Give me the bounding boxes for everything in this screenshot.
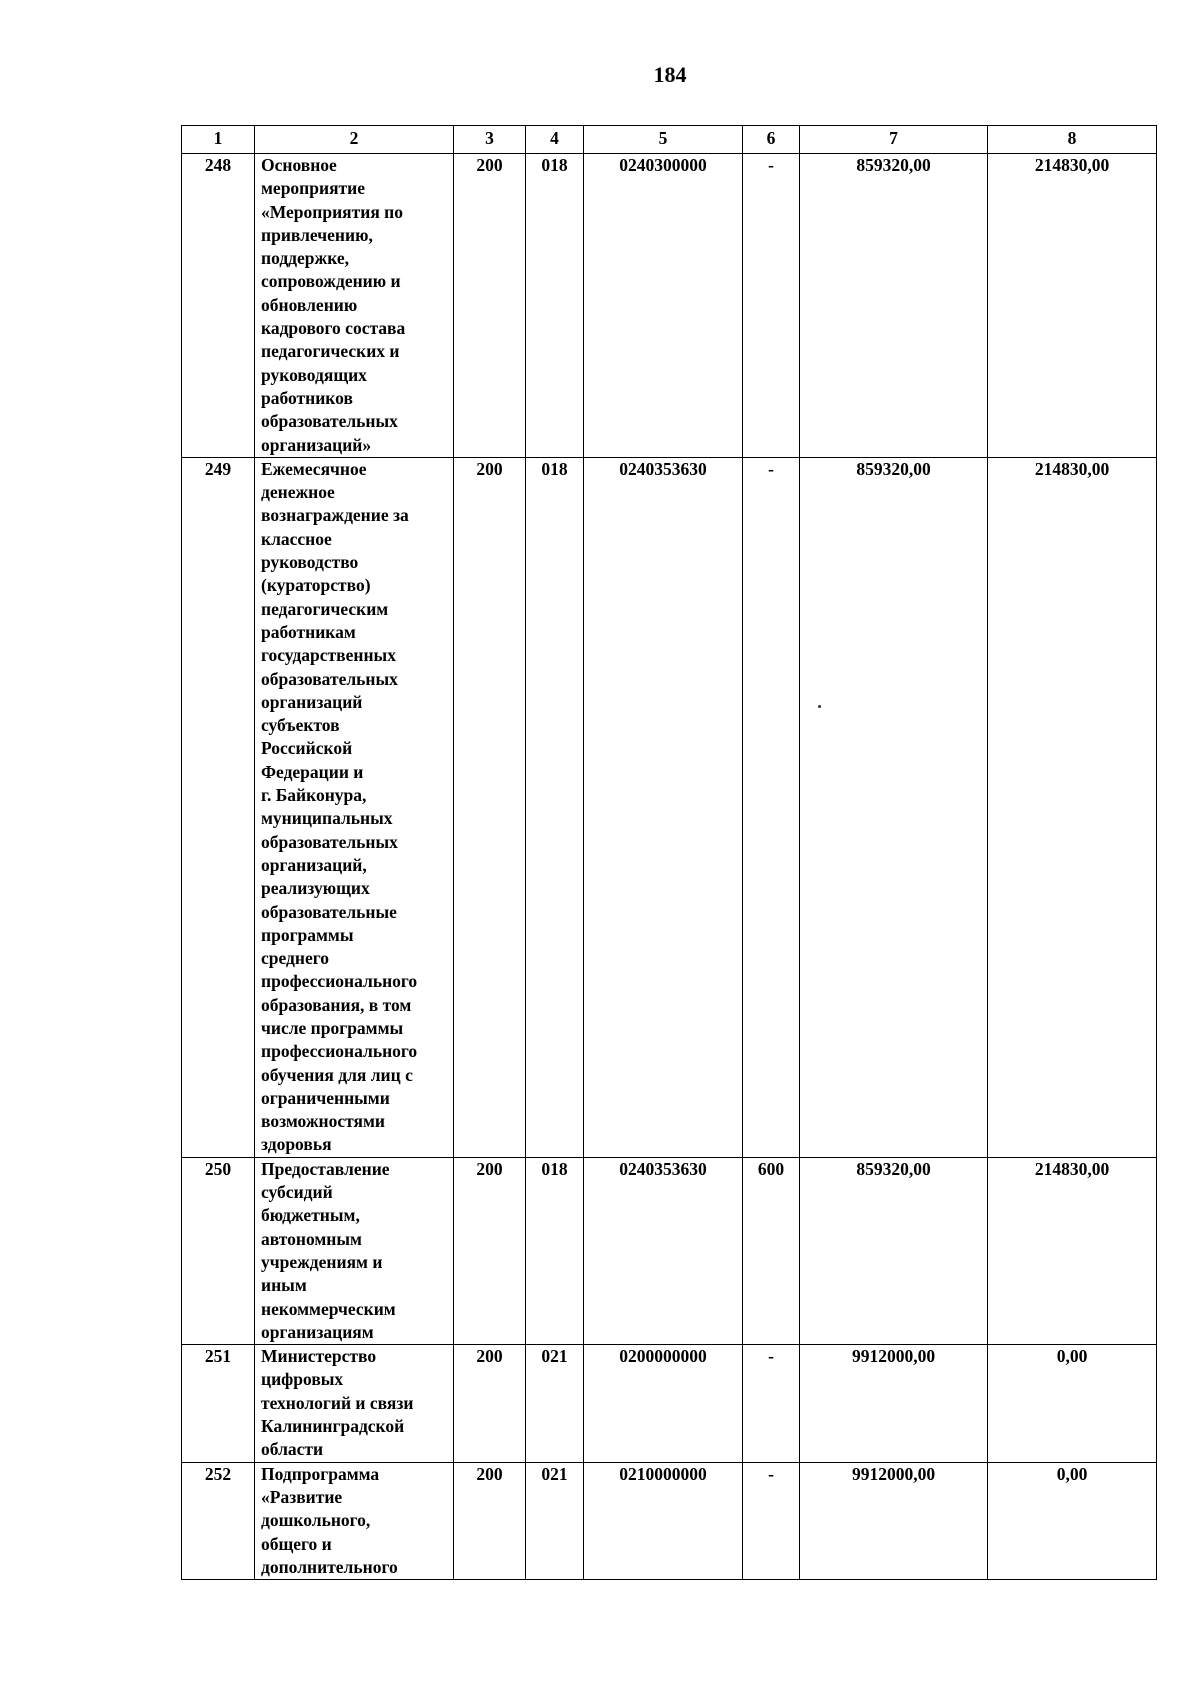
cell-col3: 200 bbox=[454, 457, 526, 1157]
cell-col3: 200 bbox=[454, 154, 526, 458]
cell-col8: 214830,00 bbox=[988, 457, 1157, 1157]
cell-col3: 200 bbox=[454, 1157, 526, 1344]
cell-col5: 0200000000 bbox=[584, 1345, 743, 1462]
column-header: 7 bbox=[800, 126, 988, 154]
column-header: 8 bbox=[988, 126, 1157, 154]
row-name: Подпрограмма «Развитие дошкольного, общего и дополнительного bbox=[261, 1463, 398, 1577]
cell-col8: 0,00 bbox=[988, 1462, 1157, 1579]
cell-col4: 018 bbox=[526, 154, 584, 458]
scan-speck bbox=[818, 705, 821, 708]
table-header-row bbox=[182, 126, 1157, 154]
column-header: 5 bbox=[584, 126, 743, 154]
row-name: Министерство цифровых технологий и связи Калининградской области bbox=[261, 1346, 414, 1460]
cell-col7: 859320,00 bbox=[800, 154, 988, 458]
column-header: 1 bbox=[182, 126, 255, 154]
cell-col4: 021 bbox=[526, 1462, 584, 1579]
row-number: 250 bbox=[182, 1157, 255, 1344]
column-header: 3 bbox=[454, 126, 526, 154]
table-row bbox=[182, 1462, 1157, 1579]
cell-col6: - bbox=[743, 457, 800, 1157]
table-row bbox=[182, 1157, 1157, 1344]
cell-col6: - bbox=[743, 1462, 800, 1579]
column-header: 2 bbox=[255, 126, 454, 154]
row-number: 251 bbox=[182, 1345, 255, 1462]
cell-col4: 021 bbox=[526, 1345, 584, 1462]
budget-table bbox=[181, 125, 1157, 1580]
cell-col7: 9912000,00 bbox=[800, 1345, 988, 1462]
row-number: 249 bbox=[182, 457, 255, 1157]
cell-col7: 859320,00 bbox=[800, 457, 988, 1157]
column-header: 6 bbox=[743, 126, 800, 154]
cell-col3: 200 bbox=[454, 1345, 526, 1462]
page-number: 184 bbox=[653, 62, 687, 87]
cell-col8: 214830,00 bbox=[988, 154, 1157, 458]
cell-col7: 859320,00 bbox=[800, 1157, 988, 1344]
table-row bbox=[182, 154, 1157, 458]
row-name: Основное мероприятие «Мероприятия по привлечению, поддержке, сопровождению и обновлению кадрового состава педагогических и руководящих работников образовательных организаций» bbox=[261, 155, 406, 455]
cell-col7: 9912000,00 bbox=[800, 1462, 988, 1579]
cell-col3: 200 bbox=[454, 1462, 526, 1579]
table-row bbox=[182, 1345, 1157, 1462]
cell-col4: 018 bbox=[526, 457, 584, 1157]
cell-col4: 018 bbox=[526, 1157, 584, 1344]
table-row bbox=[182, 457, 1157, 1157]
column-header: 4 bbox=[526, 126, 584, 154]
cell-col5: 0240353630 bbox=[584, 1157, 743, 1344]
row-name: Ежемесячное денежное вознаграждение за классное руководство (кураторство) педагогическим работникам государственных образовательных организаций субъектов Российской Федерации и г. Байконура, муниципальных образовательных организаций, реализующих образовательные программы среднего профессионального образования, в том числе программы профессионального обучения для лиц с ограниченными возможностями здоровья bbox=[261, 458, 418, 1155]
cell-col8: 214830,00 bbox=[988, 1157, 1157, 1344]
row-name: Предоставление субсидий бюджетным, автономным учреждениям и иным некоммерческим организациям bbox=[261, 1158, 396, 1342]
cell-col6: 600 bbox=[743, 1157, 800, 1344]
cell-col5: 0210000000 bbox=[584, 1462, 743, 1579]
row-number: 248 bbox=[182, 154, 255, 458]
cell-col5: 0240300000 bbox=[584, 154, 743, 458]
cell-col5: 0240353630 bbox=[584, 457, 743, 1157]
cell-col6: - bbox=[743, 1345, 800, 1462]
row-number: 252 bbox=[182, 1462, 255, 1579]
cell-col6: - bbox=[743, 154, 800, 458]
cell-col8: 0,00 bbox=[988, 1345, 1157, 1462]
